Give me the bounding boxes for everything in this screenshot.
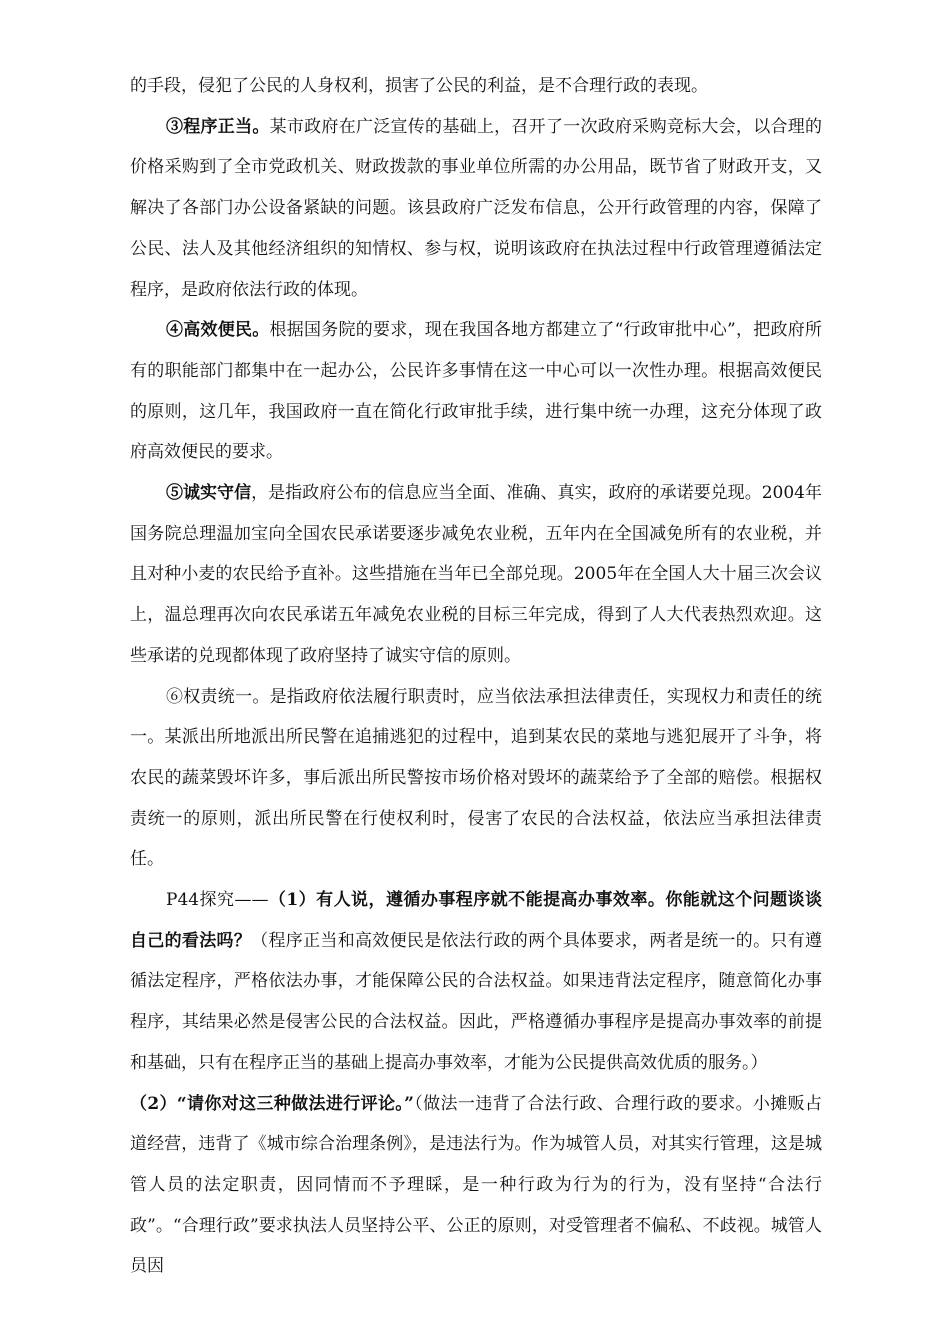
paragraph-procedure (130, 107, 822, 311)
paragraph-text: ，是指政府公布的信息应当全面、准确、真实，政府的承诺要兑现。2004年国务院总理温加宝向全国农民承诺要逐步减免农业税，五年内在全国减免所有的农业税，并且对种小麦的农民给予直补。这些措施在当年已全部兑现。2005年在全国人大十届三次会议上，温总理再次向农民承诺五年减免农业税的目标三年完成，得到了人大代表热烈欢迎。这些承诺的兑现都体现了政府坚持了诚实守信的原则。 (130, 483, 823, 666)
paragraph-text: （程序正当和高效便民是依法行政的两个具体要求，两者是统一的。只有遵循法定程序，严格依法办事，才能保障公民的合法权益。如果违背法定程序，随意简化办事程序，其结果必然是侵害公民的合法权益。因此，严格遵循办事程序是提高办事效率的前提和基础，只有在程序正当的基础上提高办事效率，才能为公民提供高效优质的服务。） (130, 930, 823, 1073)
paragraph-text: 根据国务院的要求，现在我国各地方都建立了“行政审批中心”，把政府所有的职能部门都集中在一起办公，公民许多事情在这一中心可以一次性办理。根据高效便民的原则，这几年，我国政府一直在简化行政审批手续，进行集中统一办理，这充分体现了政府高效便民的要求。 (130, 320, 823, 463)
paragraph-continuation (130, 66, 822, 107)
paragraph-text: ⑥权责统一。是指政府依法履行职责时，应当依法承担法律责任，实现权力和责任的统一。某派出所地派出所民警在追捕逃犯的过程中，追到某农民的菜地与逃犯展开了斗争，将农民的蔬菜毁坏许多，事后派出所民警按市场价格对毁坏的蔬菜给予了全部的赔偿。根据权责统一的原则，派出所民警在行使权利时，侵害了农民的合法权益，依法应当承担法律责任。 (130, 686, 822, 870)
paragraph-prefix: P44探究—— (166, 890, 269, 911)
paragraph-lead: ③程序正当。 (166, 116, 270, 137)
paragraph-text: 某市政府在广泛宣传的基础上，召开了一次政府采购竞标大会，以合理的价格采购到了全市党政机关、财政拨款的事业单位所需的办公用品，既节省了财政开支，又解决了各部门办公设备紧缺的问题。该县政府广泛发布信息，公开行政管理的内容，保障了公民、法人及其他经济组织的知情权、参与权，说明该政府在执法过程中行政管理遵循法定程序，是政府依法行政的体现。 (130, 116, 823, 300)
paragraph-efficiency (130, 310, 822, 473)
paragraph-text: 的手段，侵犯了公民的人身权利，损害了公民的利益，是不合理行政的表现。 (130, 76, 708, 96)
paragraph-lead: ⑤诚实守信 (166, 483, 252, 504)
paragraph-inquiry-1 (130, 880, 822, 1084)
paragraph-lead: （1）有人说，遵循办事程序就不能提高办事效率。你能就这个问题谈谈自己的看法吗？ (130, 890, 822, 951)
paragraph-lead: ④高效便民。 (166, 320, 270, 341)
paragraph-inquiry-2 (130, 1084, 822, 1288)
paragraph-lead: （2）“请你对这三种做法进行评论。” (130, 1093, 414, 1114)
paragraph-accountability (130, 677, 822, 881)
paragraph-text: （做法一违背了合法行政、合理行政的要求。小摊贩占道经营，违背了《城市综合治理条例》，是违法行为。作为城管人员，对其实行管理，这是城管人员的法定职责，因同情而不予理睬，是一种行政为行为的行为，没有坚持“合法行政”。“合理行政”要求执法人员坚持公平、公正的原则，对受管理者不偏私、不歧视。城管人员因 (130, 1093, 823, 1277)
paragraph-honesty (130, 473, 822, 677)
